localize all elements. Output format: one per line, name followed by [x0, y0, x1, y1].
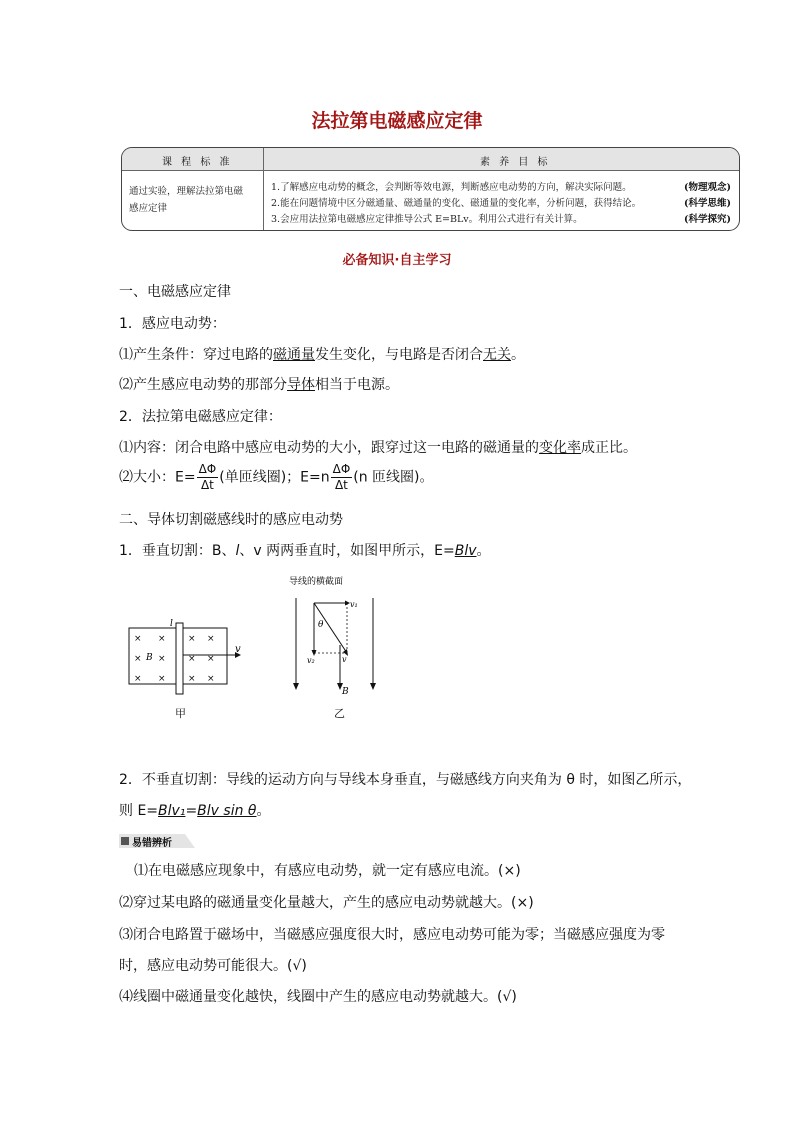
goal-tag: (科学探究) [684, 214, 731, 225]
label-v: v [342, 655, 347, 664]
svg-text:×: × [188, 634, 196, 644]
svg-text:×: × [207, 674, 215, 684]
svg-text:×: × [207, 634, 215, 644]
badge-icon [121, 837, 129, 845]
section-title: 必备知识·自主学习 [342, 253, 452, 268]
col-header-goals: 素 养 目 标 [480, 157, 551, 168]
label-theta: θ [318, 620, 324, 630]
mistake-item: ⑷线圈中磁通量变化越快，线圈中产生的感应电动势就越大。(√) [119, 989, 517, 1005]
svg-text:×: × [207, 654, 215, 664]
svg-text:×: × [188, 654, 196, 664]
page-title: 法拉第电磁感应定律 [311, 110, 483, 132]
caption-jia: 甲 [175, 707, 186, 720]
svg-text:×: × [134, 674, 142, 684]
label-B: B [146, 653, 153, 663]
goal-item: 3.会应用法拉第电磁感应定律推导公式 E=BLv。利用公式进行有关计算。 (科学探究) [271, 211, 731, 225]
svg-text:×: × [134, 654, 142, 664]
standards-table-header [122, 148, 739, 171]
svg-text:×: × [158, 634, 166, 644]
standard-text: 通过实验，理解法拉第电磁 感应定律 [129, 186, 244, 214]
mistake-badge [119, 832, 195, 850]
standards-table [121, 147, 740, 231]
part1-item1-p2: ⑵产生感应电动势的那部分导体相当于电源。 [119, 377, 399, 393]
label-v: v [235, 644, 241, 655]
svg-text:×: × [134, 634, 142, 644]
part2-item2-formula: 则 E=Blv₁=Blv sin θ。 [119, 803, 271, 819]
part2-item1: 1．垂直切割：B、l、v 两两垂直时，如图甲所示，E=Blv。 [119, 543, 491, 559]
caption-yi: 乙 [334, 707, 345, 720]
table-divider [263, 148, 264, 230]
part1-heading: 一、电磁感应定律 [119, 284, 231, 300]
badge-label: 易错辨析 [132, 838, 172, 849]
yi-title: 导线的横截面 [289, 577, 344, 587]
part1-item1-title: 1．感应电动势： [119, 316, 226, 332]
part1-item2-p2: ⑵大小：E= $\frac{\Delta\Phi}{\Delta t}$ (单匝线圈)；E=n $\frac{\Delta\Phi}{\Delta t}$ (n 匝线圈)。 [119, 462, 434, 492]
mistake-item: 时，感应电动势可能很大。(√) [119, 958, 307, 974]
svg-text:×: × [188, 674, 196, 684]
mistake-item: ⑴在电磁感应现象中，有感应电动势，就一定有感应电流。(×) [134, 863, 521, 879]
figure-yi [285, 570, 385, 700]
conductor-rod [176, 623, 183, 694]
part2-heading: 二、导体切割磁感线时的感应电动势 [119, 512, 343, 528]
label-B: B [342, 687, 349, 697]
part1-item1-p1: ⑴产生条件：穿过电路的磁通量发生变化，与电路是否闭合无关。 [119, 347, 525, 363]
goal-tag: (科学思维) [684, 198, 731, 209]
goal-tag: (物理观念) [684, 182, 731, 193]
mistake-item: ⑶闭合电路置于磁场中，当磁感应强度很大时，感应电动势可能为零；当磁感应强度为零 [119, 927, 665, 943]
label-v1: v₁ [350, 600, 358, 609]
part1-item2-title: 2．法拉第电磁感应定律： [119, 409, 282, 425]
part2-item2: 2．不垂直切割：导线的运动方向与导线本身垂直，与磁感线方向夹角为 θ 时，如图乙所示， [119, 772, 692, 788]
figure-jia [125, 618, 250, 718]
goal-item: 2.能在问题情境中区分磁通量、磁通量的变化、磁通量的变化率，分析问题，获得结论。 (科学思维) [271, 195, 731, 209]
mistake-item: ⑵穿过某电路的磁通量变化量越大，产生的感应电动势就越大。(×) [119, 895, 534, 911]
svg-text:×: × [158, 674, 166, 684]
label-v2: v₂ [307, 656, 315, 665]
goal-item: 1.了解感应电动势的概念，会判断等效电源，判断感应电动势的方向，解决实际问题。 (物理观念) [271, 179, 731, 193]
svg-text:×: × [158, 654, 166, 664]
fraction: $\frac{\Delta\Phi}{\Delta t}$ [198, 462, 217, 492]
label-l: l [170, 619, 173, 629]
fraction: $\frac{\Delta\Phi}{\Delta t}$ [332, 462, 351, 492]
part1-item2-p1: ⑴内容：闭合电路中感应电动势的大小，跟穿过这一电路的磁通量的变化率成正比。 [119, 440, 637, 456]
col-header-standard: 课 程 标 准 [162, 157, 233, 168]
